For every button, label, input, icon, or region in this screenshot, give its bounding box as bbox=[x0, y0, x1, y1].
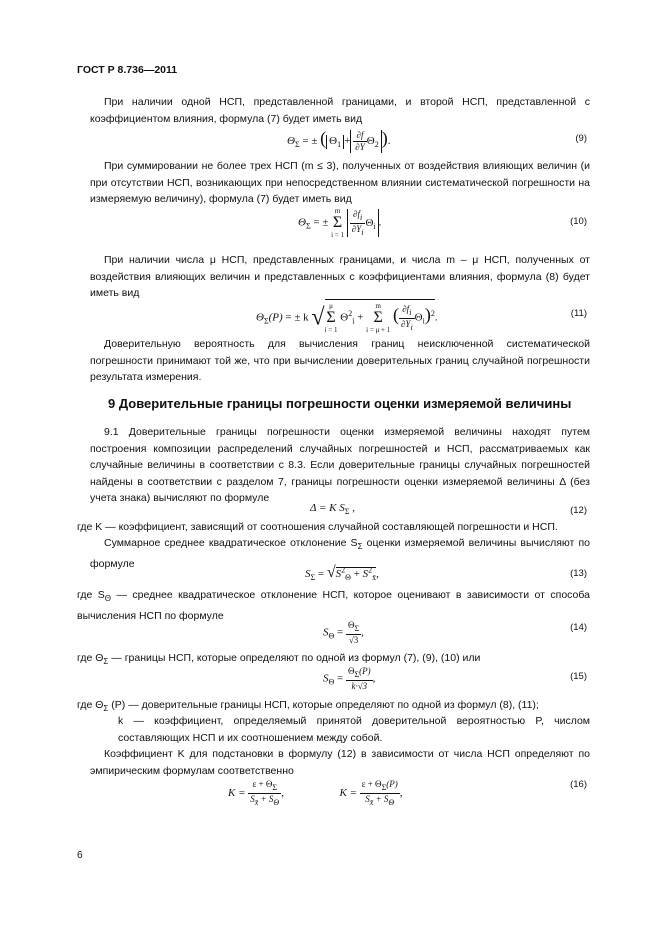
formula-14-number: (14) bbox=[570, 622, 587, 633]
paragraph-12: Коэффициент K для подстановки в формулу (12) в зависимости от числа НСП определяют по эмпирическим формулам соответственно bbox=[90, 748, 590, 777]
page-number: 6 bbox=[77, 850, 83, 861]
paragraph-4: Доверительную вероятность для вычисления границ неисключенной систематической погрешности принимают той же, что при вычислении доверительных границ случайной погрешности результата измерения. bbox=[90, 338, 590, 384]
formula-14: $S_\Theta$ = $\frac{\Theta_\Sigma}{√3}$ , bbox=[323, 620, 364, 645]
paragraph-8: где $S_\Theta$ — среднее квадратическое отклонение НСП, которое оценивают в зависимости от способа вычисления НСП по формуле bbox=[77, 589, 590, 622]
document-header: ГОСТ Р 8.736—2011 bbox=[77, 64, 178, 76]
paragraph-10: где $\Theta_\Sigma$ (P) — доверительные границы НСП, которые определяют по одной из формул (8), (11); bbox=[77, 699, 539, 714]
paragraph-6: где K — коэффициент, зависящий от соотношения случайной составляющей погрешности и НСП. bbox=[77, 521, 558, 533]
paragraph-1: При наличии одной НСП, представленной границами, и второй НСП, представленной с коэффициентом влияния, формула (7) будет иметь вид bbox=[90, 96, 590, 125]
paragraph-9: где $\Theta_\Sigma$ — границы НСП, которые определяют по одной из формул (7), (9), (10) или bbox=[77, 652, 481, 667]
formula-10-number: (10) bbox=[570, 216, 587, 227]
formula-16-number: (16) bbox=[570, 779, 587, 790]
formula-13: $S_\Sigma = √S^2_\Theta + S^2_{x̄}$, bbox=[305, 564, 379, 583]
formula-13-number: (13) bbox=[570, 568, 587, 579]
formula-15-number: (15) bbox=[570, 671, 587, 682]
formula-12: Δ = K $S_\Sigma$ , bbox=[310, 502, 355, 517]
section-title: 9 Доверительные границы погрешности оценки измеряемой величины bbox=[108, 396, 572, 411]
formula-12-number: (12) bbox=[570, 505, 587, 516]
paragraph-11: k — коэффициент, определяемый принятой доверительной вероятностью P, числом составляющих НСП и их соотношением между собой. bbox=[118, 715, 590, 744]
paragraph-5: 9.1 Доверительные границы погрешности оценки измеряемой величины находят путем построения композиции распределений случайных погрешностей и НСП, рассматриваемых как случайные величины в соответствии с 8.3. Если доверительные границы случайных погрешностей найдены в соответствии с разделом 7, границы погрешности оценки измеряемой величины Δ (без учета знака) вычисляют по формуле bbox=[90, 426, 590, 505]
paragraph-2: При суммировании не более трех НСП (m ≤ 3), полученных от воздействия влияющих величин (и при отсутствии НСП, возникающих при непосредственном влиянии систематической погрешности на измеряемую величину), формула (7) будет иметь вид bbox=[90, 160, 590, 206]
paragraph-7: Суммарное среднее квадратическое отклонение $S_\Sigma$ оценки измеряемой величины вычисляют по формуле bbox=[90, 537, 590, 570]
formula-11-number: (11) bbox=[570, 308, 587, 319]
formula-9: $\Theta_\Sigma$ = ± ( $\Theta_1$ + $\frac{\partial f}{\partial Y}$ $\Theta_2$ ). bbox=[287, 128, 391, 152]
paragraph-3: При наличии числа μ НСП, представленных границами, и числа m – μ НСП, полученных от воздействия влияющих величин и представленных с коэффициентами влияния, формула (8) будет иметь вид bbox=[90, 254, 590, 300]
formula-16: K = $\frac{\varepsilon + \Theta_\Sigma}{S_{x̄} + S_\Theta}$ , K = $\frac{\varepsilon + \Theta_\Sigma(P)}{S_{x̄} + S_\Theta}$ , bbox=[228, 779, 403, 807]
formula-15: $S_\Theta$ = $\frac{\Theta_\Sigma(P)}{k\cdot√3}$ , bbox=[323, 666, 376, 691]
formula-11: $\Theta_\Sigma(P)$ = ± k √ μ Σ i = 1 $\Theta^2_i + m$ Σ i = μ + 1 ( $\frac{\partial f_i}{\partial Y_i}$ $\Theta_i)^2$. bbox=[256, 299, 438, 334]
formula-9-number: (9) bbox=[575, 133, 587, 144]
formula-10: $\Theta_\Sigma$ = ± m Σ i = 1 $\frac{\partial f_i}{\partial Y_i}$ $\Theta_i$ . bbox=[298, 207, 382, 239]
